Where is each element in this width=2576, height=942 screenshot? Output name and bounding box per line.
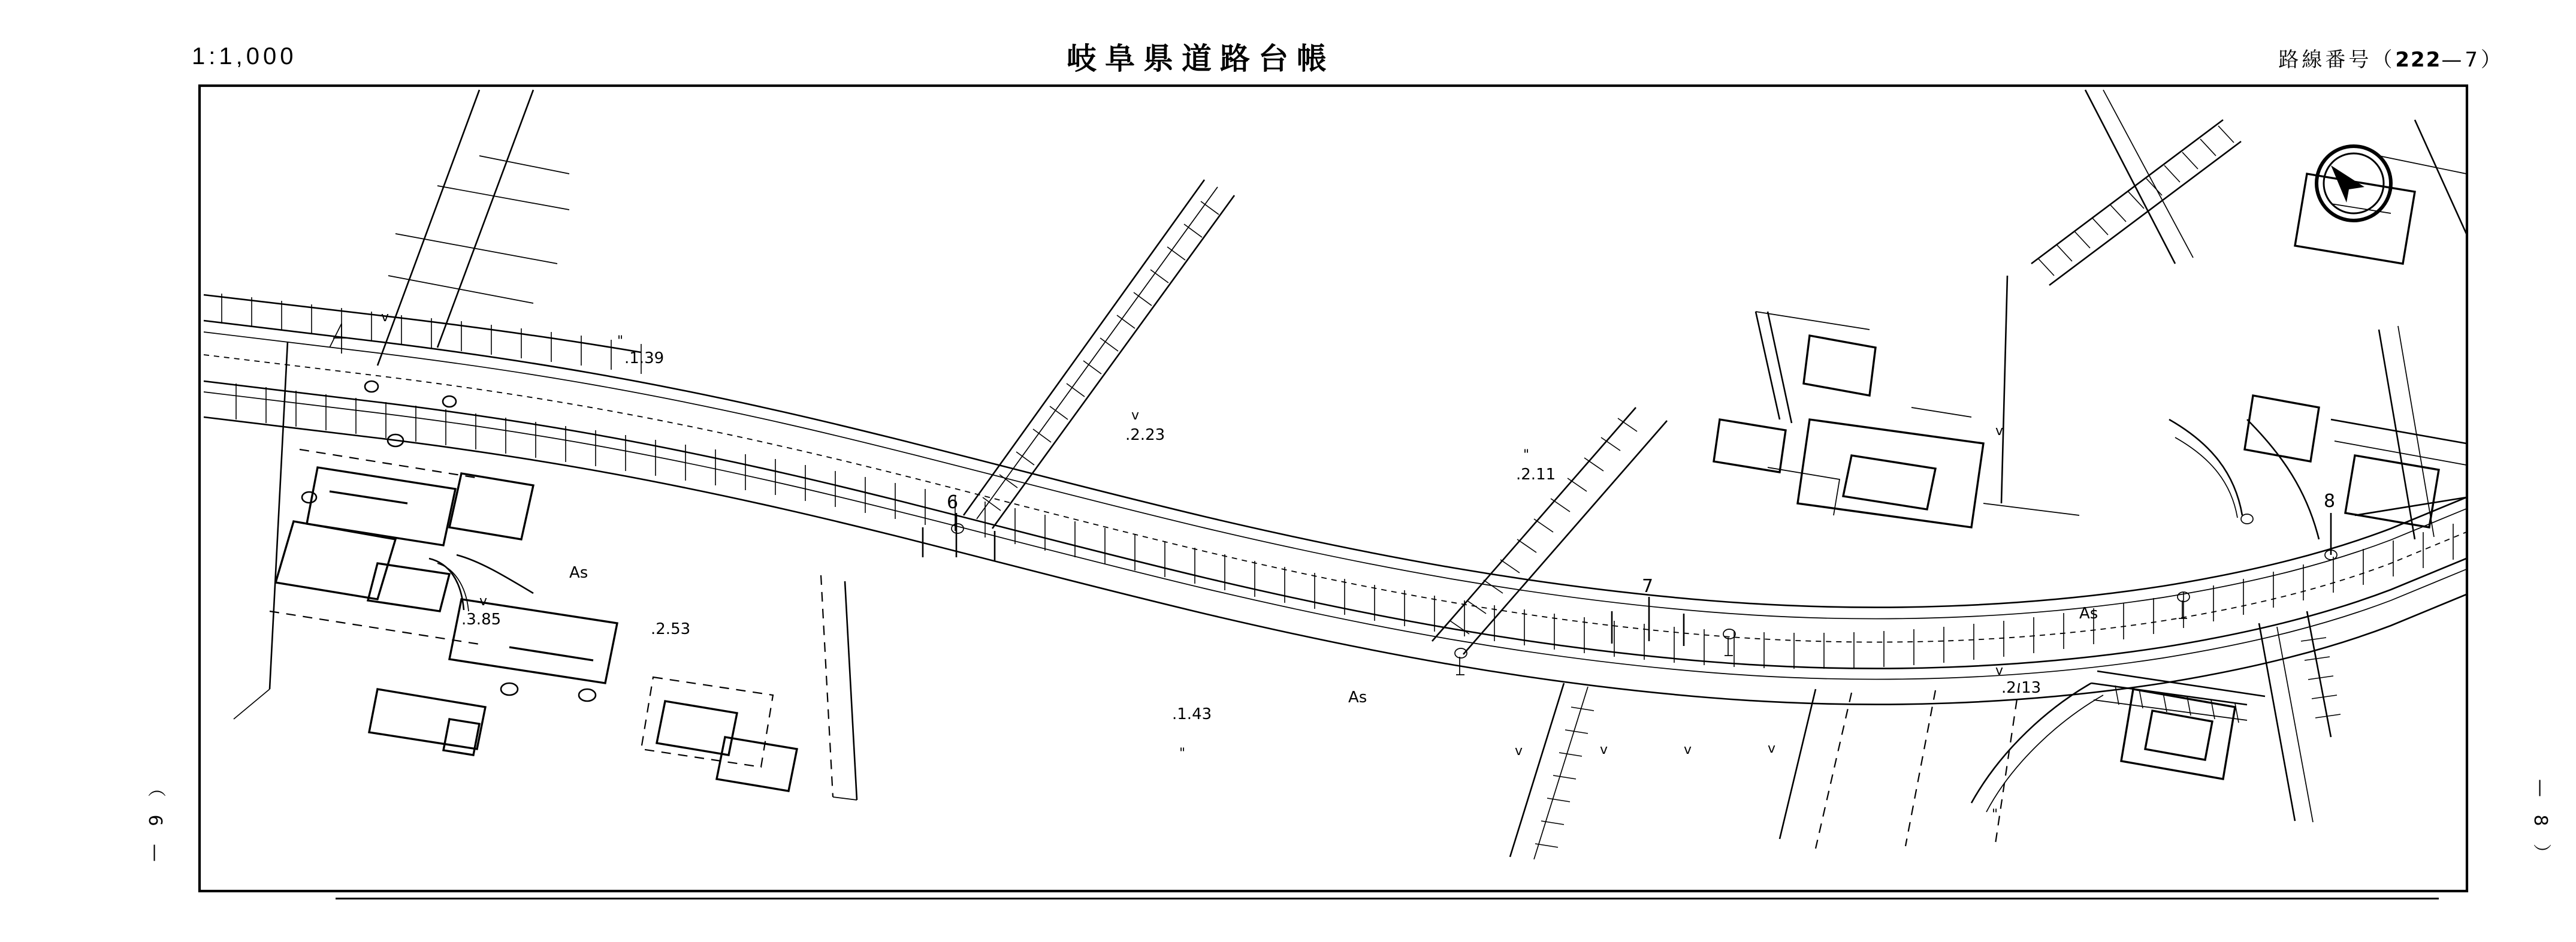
north-arrow-icon bbox=[2313, 143, 2394, 224]
svg-text:v: v bbox=[1600, 742, 1608, 757]
route-number-prefix: 路線番号（ bbox=[2278, 48, 2396, 72]
svg-text:v: v bbox=[1131, 408, 1140, 423]
svg-text:6: 6 bbox=[947, 492, 959, 513]
svg-text:v: v bbox=[1768, 741, 1776, 756]
svg-text:As: As bbox=[569, 564, 588, 582]
svg-text:v: v bbox=[479, 594, 488, 609]
svg-text:": " bbox=[1179, 746, 1186, 761]
bottom-rule bbox=[336, 898, 2439, 899]
svg-text:As: As bbox=[2079, 605, 2098, 623]
svg-text:v: v bbox=[381, 310, 389, 325]
svg-text:.1.43: .1.43 bbox=[1172, 705, 1212, 723]
svg-text:.2.13: .2.13 bbox=[2001, 679, 2042, 697]
svg-text:.2.53: .2.53 bbox=[651, 620, 691, 638]
svg-text:.3.85: .3.85 bbox=[461, 611, 502, 629]
page-title: 岐阜県道路台帳 bbox=[1067, 41, 1335, 76]
route-number-dash: — bbox=[2441, 48, 2465, 72]
right-page-mark: — 8 ） bbox=[2530, 779, 2551, 868]
svg-text:": " bbox=[617, 334, 624, 349]
left-page-mark: （ 6 — bbox=[144, 779, 165, 868]
route-number-label bbox=[2278, 43, 2504, 73]
svg-text:As: As bbox=[1348, 689, 1367, 707]
map-canvas bbox=[198, 84, 2469, 893]
svg-text:v: v bbox=[1515, 744, 1523, 759]
scale-label: 1:1,000 bbox=[192, 43, 297, 70]
svg-text:.2.11: .2.11 bbox=[1516, 466, 1556, 484]
svg-text:.1.39: .1.39 bbox=[624, 349, 665, 367]
svg-text:v: v bbox=[1684, 742, 1692, 757]
svg-text:": " bbox=[1992, 807, 1998, 822]
route-number-value: 222 bbox=[2395, 48, 2442, 72]
svg-text:v: v bbox=[1995, 663, 2004, 678]
svg-text:8: 8 bbox=[2324, 491, 2336, 512]
svg-text:": " bbox=[1523, 448, 1530, 463]
svg-text:v: v bbox=[1995, 424, 2004, 439]
route-branch-value: 7 bbox=[2465, 48, 2481, 72]
route-number-suffix: ） bbox=[2481, 48, 2504, 72]
svg-text:.2.23: .2.23 bbox=[1125, 426, 1165, 444]
svg-text:7: 7 bbox=[1642, 576, 1654, 597]
